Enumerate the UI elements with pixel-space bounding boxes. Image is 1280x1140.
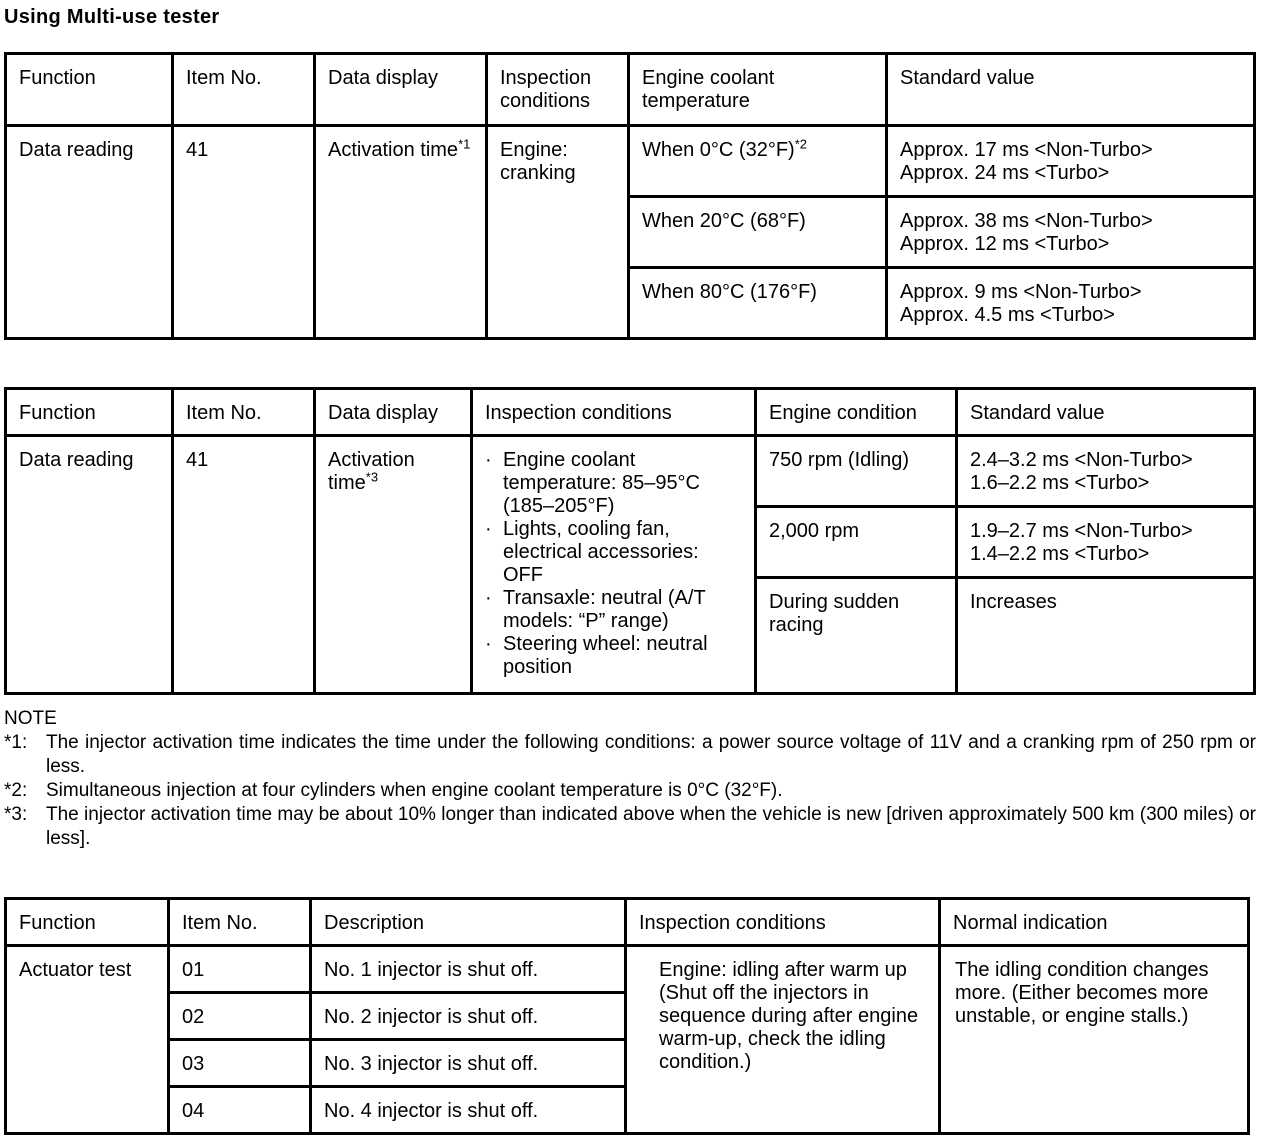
note-mark: *2:: [4, 780, 28, 801]
item-no-cell: 03: [169, 1040, 311, 1087]
temperature-text: When 0°C (32°F): [642, 139, 795, 161]
standard-value-line: 1.4–2.2 ms <Turbo>: [970, 543, 1150, 565]
description-cell: No. 2 injector is shut off.: [311, 993, 626, 1040]
standard-value-line: Approx. 9 ms <Non-Turbo>: [900, 281, 1142, 303]
header-normal-indication: Normal indication: [940, 899, 1249, 946]
header-data-display: Data display: [315, 54, 487, 126]
standard-value-line: Approx. 17 ms <Non-Turbo>: [900, 139, 1153, 161]
condition-text: Engine coolant temperature: 85–95°C (185–205°F): [503, 449, 701, 517]
item-no-cell: 02: [169, 993, 311, 1040]
function-cell: Actuator test: [6, 946, 169, 1134]
temperature-cell: When 80°C (176°F): [629, 268, 887, 339]
data-display-text: Activation time: [328, 449, 415, 494]
header-inspection-conditions: Inspection conditions: [626, 899, 940, 946]
header-standard-value: Standard value: [887, 54, 1255, 126]
engine-condition-table: [4, 387, 1256, 695]
function-cell: Data reading: [6, 126, 173, 339]
note-text: The injector activation time indicates the time under the following conditions: a power source voltage of 11V and a cranking rpm of 250 rpm or less.: [46, 732, 1256, 777]
standard-value-cell: [887, 268, 1255, 339]
description-cell: No. 1 injector is shut off.: [311, 946, 626, 993]
item-no-cell: 01: [169, 946, 311, 993]
header-function: Function: [6, 54, 173, 126]
standard-value-line: Increases: [970, 591, 1057, 613]
condition-item: [485, 449, 744, 518]
actuator-test-table: [4, 897, 1250, 1135]
condition-item: [485, 633, 744, 679]
note-item: [4, 779, 1256, 803]
note-mark: *1:: [4, 732, 28, 753]
standard-value-line: Approx. 24 ms <Turbo>: [900, 162, 1110, 184]
standard-value-line: Approx. 12 ms <Turbo>: [900, 233, 1110, 255]
note-text: The injector activation time may be about 10% longer than indicated above when the vehicle is new [driven approximately 500 km (300 miles) or less].: [46, 804, 1256, 849]
notes-section: [4, 707, 1256, 851]
note-item: [4, 731, 1256, 779]
temperature-cell: [629, 126, 887, 197]
header-data-display: Data display: [315, 389, 472, 436]
standard-value-cell: [957, 436, 1255, 507]
note-item: [4, 803, 1256, 851]
header-standard-value: Standard value: [957, 389, 1255, 436]
normal-indication-cell: The idling condition changes more. (Either becomes more unstable, or engine stalls.): [940, 946, 1249, 1134]
standard-value-line: 2.4–3.2 ms <Non-Turbo>: [970, 449, 1193, 471]
bullet-icon: ·: [485, 633, 492, 655]
description-cell: No. 3 injector is shut off.: [311, 1040, 626, 1087]
standard-value-line: Approx. 4.5 ms <Turbo>: [900, 304, 1115, 326]
condition-item: [485, 518, 744, 587]
header-inspection-conditions: Inspection conditions: [472, 389, 756, 436]
standard-value-cell: [887, 197, 1255, 268]
header-coolant-temperature: Engine coolant temperature: [629, 54, 887, 126]
header-item-no: Item No.: [169, 899, 311, 946]
standard-value-cell: [887, 126, 1255, 197]
item-no-cell: 04: [169, 1087, 311, 1134]
inspection-cell: Engine: cranking: [487, 126, 629, 339]
header-item-no: Item No.: [173, 389, 315, 436]
engine-condition-cell: 2,000 rpm: [756, 507, 957, 578]
standard-value-cell: [957, 507, 1255, 578]
note-mark: *3:: [4, 804, 28, 825]
data-display-text: Activation time: [328, 139, 459, 161]
standard-value-line: Approx. 38 ms <Non-Turbo>: [900, 210, 1153, 232]
standard-value-cell: [957, 578, 1255, 694]
bullet-icon: ·: [485, 587, 492, 609]
note-text: Simultaneous injection at four cylinders when engine coolant temperature is 0°C (32°F).: [46, 780, 783, 801]
standard-value-line: 1.9–2.7 ms <Non-Turbo>: [970, 520, 1193, 542]
engine-condition-cell: During sudden racing: [756, 578, 957, 694]
header-engine-condition: Engine condition: [756, 389, 957, 436]
data-display-cell: [315, 436, 472, 694]
function-cell: Data reading: [6, 436, 173, 694]
header-item-no: Item No.: [173, 54, 315, 126]
bullet-icon: ·: [485, 518, 492, 540]
header-function: Function: [6, 389, 173, 436]
note-heading: NOTE: [4, 708, 57, 729]
data-display-cell: [315, 126, 487, 339]
temperature-cell: When 20°C (68°F): [629, 197, 887, 268]
condition-text: Transaxle: neutral (A/T models: “P” range): [503, 587, 706, 632]
header-description: Description: [311, 899, 626, 946]
condition-item: [485, 587, 744, 633]
description-cell: No. 4 injector is shut off.: [311, 1087, 626, 1134]
inspection-conditions-cell: Engine: idling after warm up (Shut off the injectors in sequence during after engine warm-up, check the idling condition.): [626, 946, 940, 1134]
condition-text: Lights, cooling fan, electrical accessories: OFF: [503, 518, 699, 586]
inspection-conditions-cell: [472, 436, 756, 694]
footnote-mark: *1: [458, 136, 471, 152]
condition-text: Steering wheel: neutral position: [503, 633, 708, 678]
coolant-temperature-table: [4, 52, 1256, 340]
item-no-cell: 41: [173, 436, 315, 694]
header-function: Function: [6, 899, 169, 946]
bullet-icon: ·: [485, 449, 492, 471]
footnote-mark: *2: [794, 136, 808, 152]
header-inspection-conditions: Inspection conditions: [487, 54, 629, 126]
page-title: Using Multi-use tester: [4, 6, 220, 28]
item-no-cell: 41: [173, 126, 315, 339]
footnote-mark: *3: [365, 469, 379, 485]
engine-condition-cell: 750 rpm (Idling): [756, 436, 957, 507]
standard-value-line: 1.6–2.2 ms <Turbo>: [970, 472, 1150, 494]
